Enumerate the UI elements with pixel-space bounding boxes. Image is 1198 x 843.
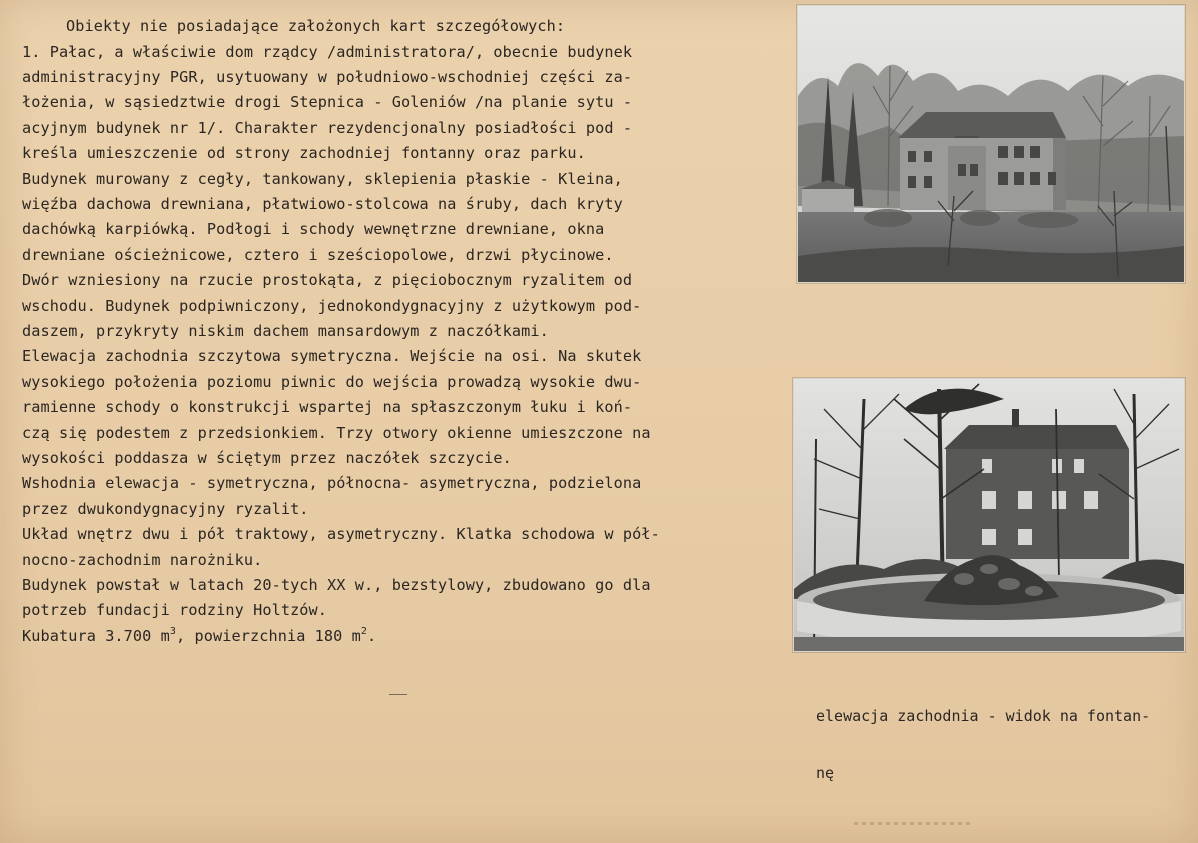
text-line: czą się podestem z przedsionkiem. Trzy otwory okienne umieszczone na <box>22 423 651 442</box>
faint-stamp-mark <box>854 822 974 825</box>
text-line: Dwór wzniesiony na rzucie prostokąta, z pięciobocznym ryzalitem od <box>22 271 633 290</box>
text-line: kreśla umieszczenie od strony zachodniej fontanny oraz parku. <box>22 144 586 163</box>
document-body <box>22 40 782 624</box>
text-line: nocno-zachodnim narożniku. <box>22 550 263 569</box>
text-line: Elewacja zachodnia szczytowa symetryczna. Wejście na osi. Na skutek <box>22 347 642 366</box>
area-text: , powierzchnia 180 m <box>176 626 361 645</box>
text-line: więźba dachowa drewniana, płatwiowo-stolcowa na śruby, dach kryty <box>22 194 623 213</box>
photo-west-fountain-image <box>794 379 1184 651</box>
text-line: dachówką karpiówką. Podłogi i schody wewnętrzne drewniane, okna <box>22 220 605 239</box>
text-line: administracyjny PGR, usytuowany w południowo-wschodniej części za- <box>22 67 633 86</box>
text-line: przez dwukondygnacyjny ryzalit. <box>22 499 309 518</box>
photo-southeast-image <box>798 6 1184 282</box>
volume-exponent: 3 <box>169 625 177 637</box>
volume-text: Kubatura 3.700 m <box>22 626 170 645</box>
text-line: łożenia, w sąsiedztwie drogi Stepnica - Goleniów /na planie sytu - <box>22 93 633 112</box>
text-line: wysokiego położenia poziomu piwnic do wejścia prowadzą wysokie dwu- <box>22 372 642 391</box>
text-line: wysokości poddasza w ściętym przez naczółek szczycie. <box>22 449 512 467</box>
area-exponent: 2 <box>360 625 368 637</box>
line-end: . <box>367 626 377 645</box>
caption-west-elevation <box>816 669 1150 821</box>
photo-west-elevation-fountain <box>793 378 1185 652</box>
text-line: wschodu. Budynek podpiwniczony, jednokondygnacyjny z użytkowym pod- <box>22 296 642 315</box>
text-line: 1. Pałac, a właściwie dom rządcy /administratora/, obecnie budynek <box>22 42 633 61</box>
caption-2-line-2: nę <box>816 764 835 782</box>
volume-line <box>22 624 782 649</box>
text-line: Budynek powstał w latach 20-tych XX w., bezstylowy, zbudowano go dla <box>22 576 651 595</box>
text-line: Wshodnia elewacja - symetryczna, północna- asymetryczna, podzielona <box>22 474 642 493</box>
text-line: Budynek murowany z cegły, tankowany, sklepienia płaskie - Kleina, <box>22 169 623 188</box>
text-line: Układ wnętrz dwu i pół traktowy, asymetryczny. Klatka schodowa w pół- <box>22 525 660 544</box>
photo-southeast-elevation <box>797 5 1185 283</box>
document-heading: Obiekty nie posiadające założonych kart szczegółowych: <box>66 17 566 35</box>
text-line: acyjnym budynek nr 1/. Charakter rezydencjonalny posiadłości pod - <box>22 118 633 137</box>
pencil-dash <box>389 694 407 695</box>
text-line: daszem, przykryty niskim dachem mansardowym z naczółkami. <box>22 321 549 340</box>
text-line: ramienne schody o konstrukcji wspartej na spłaszczonym łuku i koń- <box>22 398 633 417</box>
caption-2-line-1: elewacja zachodnia - widok na fontan- <box>816 707 1151 725</box>
typed-text-column <box>22 14 782 649</box>
text-line: potrzeb fundacji rodziny Holtzów. <box>22 601 328 620</box>
text-line: drewniane ościeżnicowe, cztero i sześciopolowe, drzwi płycinowe. <box>22 245 614 264</box>
